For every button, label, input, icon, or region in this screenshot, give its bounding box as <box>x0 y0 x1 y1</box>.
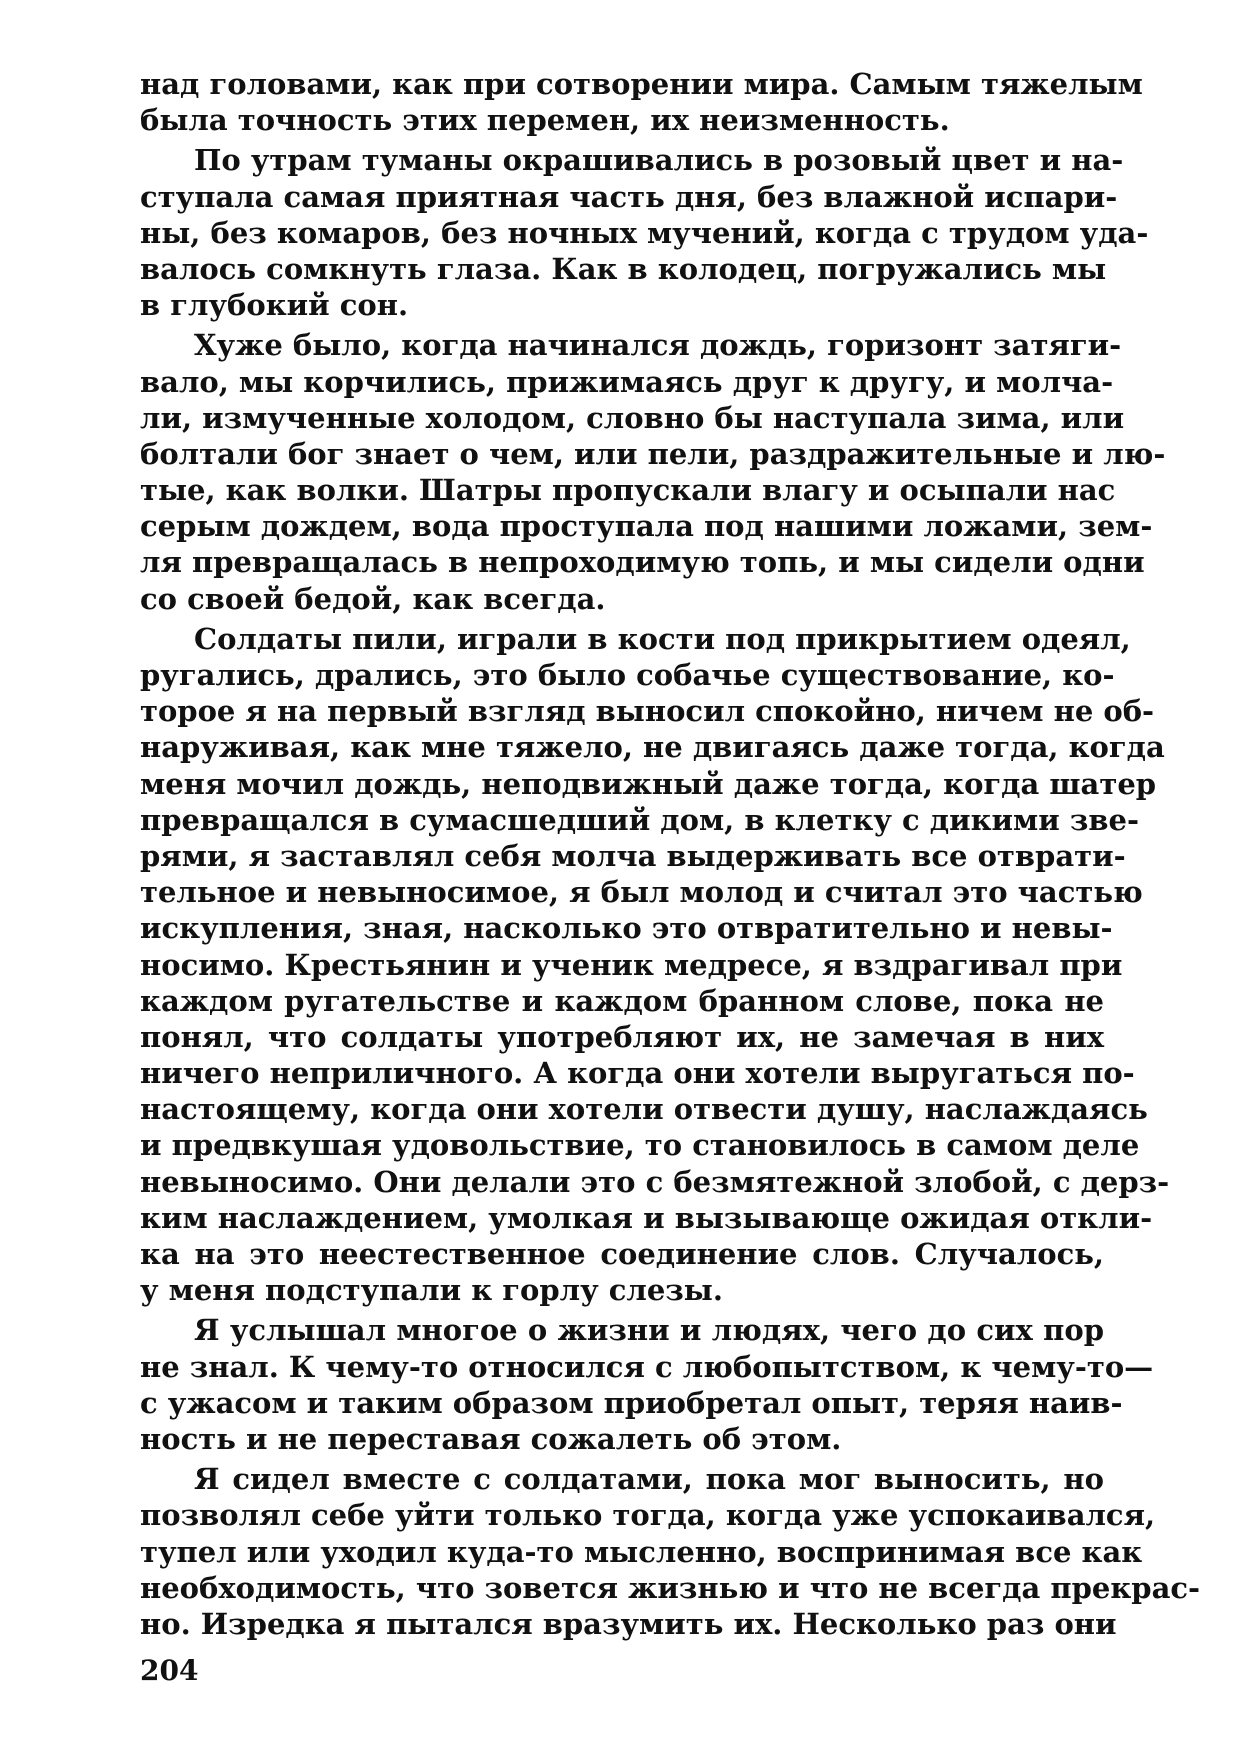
text-line: наруживая, как мне тяжело, не двигаясь даже тогда, когда <box>140 730 1165 765</box>
text-line: но. Изредка я пытался вразумить их. Несколько раз они <box>140 1606 1117 1641</box>
text-line: Солдаты пили, играли в кости под прикрытием одеял, <box>194 621 1131 656</box>
text-line: со своей бедой, как всегда. <box>140 581 606 616</box>
text-line: над головами, как при сотворении мира. Самым тяжелым <box>140 67 1143 101</box>
text-line: болтали бог знает о чем, или пели, раздражительные и лю- <box>140 436 1166 471</box>
page-body <box>140 66 1201 1642</box>
text-line: Хуже было, когда начинался дождь, горизонт затяги- <box>194 328 1122 363</box>
text-line: тупел или уходил куда-то мысленно, воспринимая все как <box>140 1534 1143 1569</box>
text-line: ны, без комаров, без ночных мучений, когда с трудом уда- <box>140 215 1149 250</box>
text-line: ля превращалась в непроходимую топь, и мы сидели одни <box>140 545 1145 580</box>
text-line: была точность этих перемен, их неизменность. <box>140 103 950 138</box>
text-line: ругались, дрались, это было собачье существование, ко- <box>140 658 1115 692</box>
text-line: ли, измученные холодом, словно бы наступала зима, или <box>140 400 1125 435</box>
text-line: необходимость, что зовется жизнью и что не всегда прекрас- <box>140 1570 1201 1605</box>
text-line: меня мочил дождь, неподвижный даже тогда, когда шатер <box>140 766 1157 801</box>
text-line: ким наслаждением, умолкая и вызывающе ожидая откли- <box>140 1200 1153 1235</box>
text-line: не знал. К чему-то относился с любопытством, к чему-то— <box>140 1349 1154 1384</box>
text-line: у меня подступали к горлу слезы. <box>140 1273 723 1308</box>
text-line: торое я на первый взгляд выносил спокойно, ничем не об- <box>140 694 1155 729</box>
text-line: вало, мы корчились, прижимаясь друг к другу, и молча- <box>140 364 1114 399</box>
text-line: настоящему, когда они хотели отвести душу, наслаждаясь <box>140 1092 1148 1127</box>
text-line: позволял себе уйти только тогда, когда уже успокаивался, <box>140 1498 1156 1533</box>
text-line: рями, я заставлял себя молча выдерживать все отврати- <box>140 838 1126 873</box>
paragraph <box>140 1312 1154 1457</box>
text-line: ность и не переставая сожалеть об этом. <box>140 1421 842 1456</box>
text-line: Я сидел вместе с солдатами, пока мог выносить, но <box>194 1462 1104 1497</box>
text-line: носимо. Крестьянин и ученик медресе, я вздрагивал при <box>140 947 1123 982</box>
text-line: Я услышал многое о жизни и людях, чего до сих пор <box>194 1313 1104 1348</box>
text-line: серым дождем, вода проступала под нашими ложами, зем- <box>140 509 1153 544</box>
text-line: каждом ругательстве и каждом бранном слове, пока не <box>140 983 1104 1018</box>
text-line: тые, как волки. Шатры пропускали влагу и осыпали нас <box>140 473 1116 508</box>
paragraph <box>140 1461 1201 1642</box>
text-line: и предвкушая удовольствие, то становилось в самом деле <box>140 1128 1140 1163</box>
text-line: тельное и невыносимое, я был молод и считал это частью <box>140 875 1143 910</box>
text-line: ка на это неестественное соединение слов. Случалось, <box>140 1237 1104 1271</box>
text-line: с ужасом и таким образом приобретал опыт, теряя наив- <box>140 1385 1123 1420</box>
page-number: 204 <box>140 1654 199 1687</box>
paragraph <box>140 621 1170 1309</box>
text-line: в глубокий сон. <box>140 288 409 323</box>
text-line: По утрам туманы окрашивались в розовый цвет и на- <box>194 143 1124 178</box>
text-line: ничего неприличного. А когда они хотели выругаться по- <box>140 1056 1135 1091</box>
text-line: понял, что солдаты употребляют их, не замечая в них <box>140 1019 1104 1054</box>
text-line: ступала самая приятная часть дня, без влажной испари- <box>140 179 1118 214</box>
text-line: искупления, зная, насколько это отвратительно и невы- <box>140 911 1113 946</box>
paragraph <box>140 327 1166 617</box>
text-line: валось сомкнуть глаза. Как в колодец, погружались мы <box>140 251 1107 286</box>
paragraph <box>140 142 1149 323</box>
text-line: невыносимо. Они делали это с безмятежной злобой, с дерз- <box>140 1164 1170 1199</box>
text-line: превращался в сумасшедший дом, в клетку с дикими зве- <box>140 802 1139 837</box>
paragraph <box>140 66 1143 138</box>
